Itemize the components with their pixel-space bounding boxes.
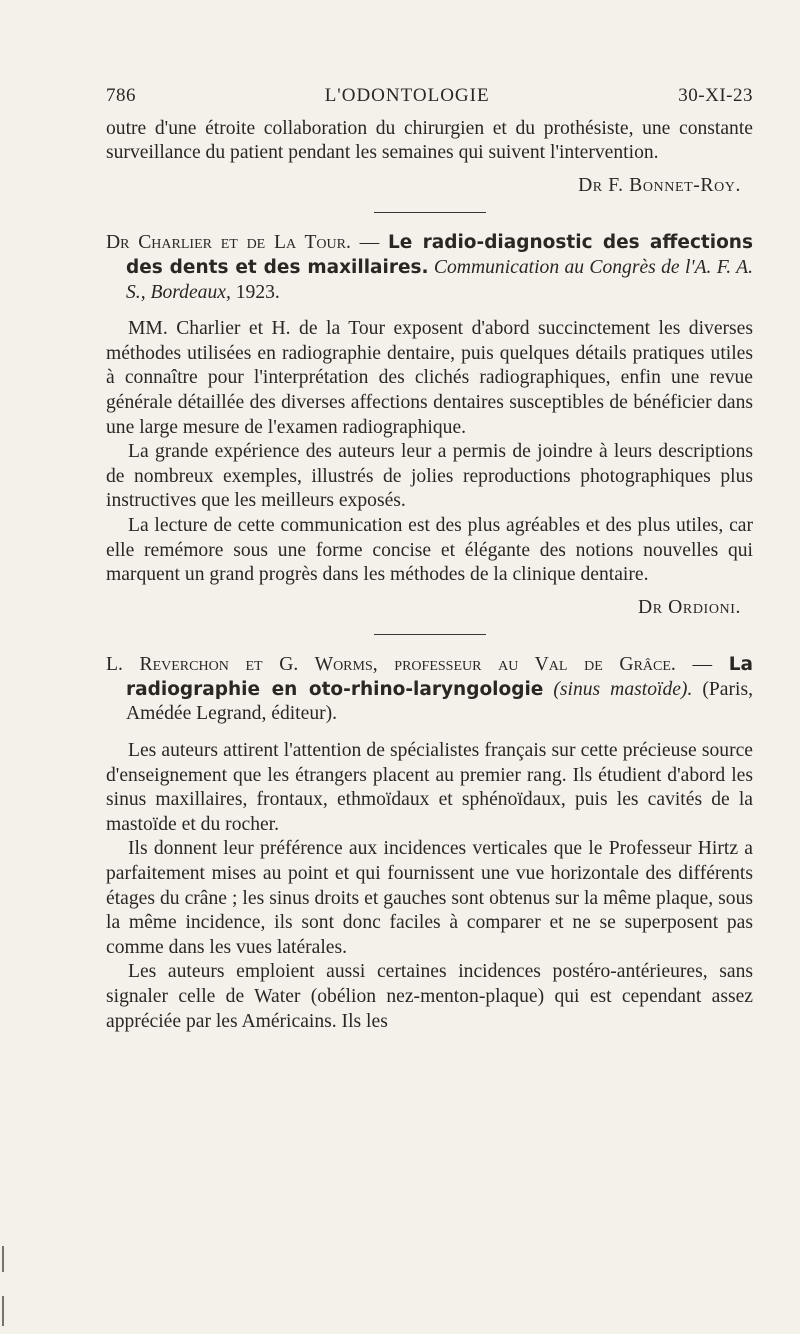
- review-publisher: (Paris, Amédée Legrand, éditeur).: [126, 678, 753, 725]
- review-paragraph: La lecture de cette communication est des plus agréables et des plus utiles, car elle remémore sous une forme concise et élégante des notions nouvelles qui marquent un grand progrès dans les méthodes de la clinique dentaire.: [106, 514, 753, 586]
- section-divider: [374, 634, 486, 635]
- scan-edge-mark: [2, 1246, 4, 1272]
- review-year: 1923.: [230, 281, 280, 303]
- issue-date: 30-XI-23: [678, 85, 753, 106]
- review-source: Communication au Congrès de l'A. F. A. S., Bordeaux,: [126, 256, 753, 303]
- review-heading: [106, 231, 753, 305]
- review-paragraph: La grande expérience des auteurs leur a permis de joindre à leurs descriptions de nombreux exemples, illustrés de jolies reproductions photographiques plus instructives que les meilleurs exposés.: [106, 441, 753, 512]
- review-title: Le radio-diagnostic des affections des dents et des maxillaires.: [126, 232, 753, 278]
- scan-edge-mark: [2, 1296, 4, 1326]
- review-heading: [106, 653, 753, 727]
- signature-bonnet-roy: Dr F. Bonnet-Roy.: [578, 174, 741, 196]
- review-paragraph: Les auteurs attirent l'attention de spécialistes français sur cette précieuse source d'enseignement que les étrangers placent au premier rang. Ils étudient d'abord les sinus maxillaires, frontaux, ethmoïdaux et sphénoïdaux, puis les cavités de la mastoïde et du rocher.: [106, 740, 753, 835]
- page-number: 786: [106, 85, 136, 106]
- review-paragraph: MM. Charlier et H. de la Tour exposent d'abord succinctement les diverses méthodes utilisées en radiographie dentaire, puis quelques détails pratiques utiles à connaître pour l'interprétation des clichés radiographiques, enfin une revue générale détaillée des diverses affections dentaires susceptibles de bénéficier dans une large mesure de l'examen radiographique.: [106, 318, 753, 438]
- page: [106, 84, 753, 1034]
- review-paragraph: Ils donnent leur préférence aux incidences verticales que le Professeur Hirtz a parfaitement mises au point et qui fournissent une vue horizontale des différents étages du crâne ; les sinus droits et gauches sont obtenus sur la même plaque, sous la même incidence, ils sont donc faciles à comparer et ne se superposent pas comme dans les vues latérales.: [106, 838, 753, 958]
- review-subtitle: (sinus mastoïde).: [553, 678, 693, 700]
- review-authors: Dr Charlier et de La Tour. —: [106, 232, 388, 254]
- signature-ordioni: Dr Ordioni.: [637, 596, 741, 618]
- review-title: La radiographie en oto-rhino-laryngologie: [126, 654, 753, 700]
- running-header: [106, 84, 753, 109]
- review-paragraph: Les auteurs emploient aussi certaines incidences postéro-antérieures, sans signaler celle de Water (obélion nez-menton-plaque) qui est cependant assez appréciée par les Américains. Ils les: [106, 961, 753, 1032]
- review-authors: L. Reverchon et G. Worms, professeur au Val de Grâce. —: [106, 654, 729, 676]
- continuation-paragraph: outre d'une étroite collaboration du chirurgien et du prothésiste, une constante surveillance du patient pendant les semaines qui suivent l'intervention.: [106, 117, 753, 164]
- section-divider: [374, 212, 486, 213]
- journal-title: L'ODONTOLOGIE: [324, 85, 490, 106]
